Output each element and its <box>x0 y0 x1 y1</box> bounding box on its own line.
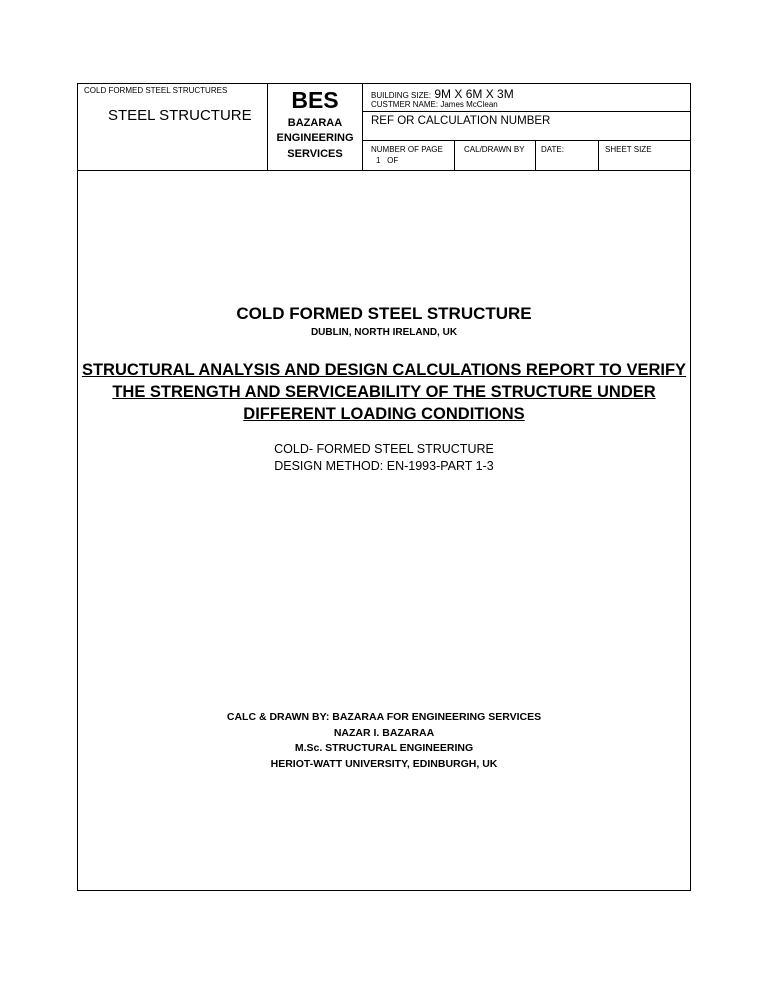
building-size-value: 9M X 6M X 3M <box>431 87 514 101</box>
design-method: DESIGN METHOD: EN-1993-PART 1-3 <box>274 459 494 473</box>
customer-value: James McClean <box>440 100 498 109</box>
credits-line: NAZAR I. BAZARAA <box>333 726 435 739</box>
report-title-line: THE STRENGTH AND SERVICEABILITY OF THE STRUCTURE UNDER <box>112 383 656 401</box>
document-location: DUBLIN, NORTH IRELAND, UK <box>310 327 458 338</box>
credits-line: CALC & DRAWN BY: BAZARAA FOR ENGINEERING SERVICES <box>226 711 542 723</box>
building-size-label: BUILDING SIZE: <box>371 91 432 100</box>
company-name-line1: BAZARAA <box>287 117 343 129</box>
credits-block <box>78 710 690 772</box>
document-title: COLD FORMED STEEL STRUCTURE <box>236 304 532 323</box>
page-number: 1 <box>376 156 381 165</box>
credits-line: HERIOT-WATT UNIVERSITY, EDINBURGH, UK <box>270 757 498 770</box>
title-block-rule-2 <box>363 140 690 141</box>
company-name-line3: SERVICES <box>287 148 343 160</box>
date-label: DATE: <box>541 145 564 154</box>
drawn-by-label: CAL/DRAWN BY <box>464 145 525 154</box>
title-block-divider-3 <box>454 140 455 170</box>
title-block-divider-2 <box>362 84 363 170</box>
company-name-line2: ENGINEERING <box>276 132 354 144</box>
credits-line: M.Sc. STRUCTURAL ENGINEERING <box>294 742 474 754</box>
customer-label: CUSTMER NAME: <box>371 100 439 109</box>
number-of-page-label: NUMBER OF PAGE <box>371 145 443 154</box>
document-sheet <box>77 83 691 891</box>
project-small-title: COLD FORMED STEEL STRUCTURES <box>84 86 228 95</box>
report-title-line: STRUCTURAL ANALYSIS AND DESIGN CALCULATIONS REPORT TO VERIFY <box>81 361 687 379</box>
report-title <box>78 359 690 425</box>
ref-calculation-number: REF OR CALCULATION NUMBER <box>371 115 551 127</box>
report-title-line: DIFFERENT LOADING CONDITIONS <box>243 405 525 423</box>
customer-name <box>371 100 498 109</box>
project-main-title: STEEL STRUCTURE <box>108 107 252 124</box>
title-block-rule-1 <box>363 111 690 112</box>
page-count <box>376 156 398 165</box>
page-of: OF <box>387 156 399 165</box>
title-block-divider-5 <box>598 140 599 170</box>
title-block-divider-4 <box>535 140 536 170</box>
company-logo-abbr: BES <box>291 87 339 113</box>
sheet-size-label: SHEET SIZE <box>605 145 652 154</box>
title-block <box>78 84 690 171</box>
structure-type: COLD- FORMED STEEL STRUCTURE <box>274 442 494 456</box>
structure-description <box>78 441 690 475</box>
